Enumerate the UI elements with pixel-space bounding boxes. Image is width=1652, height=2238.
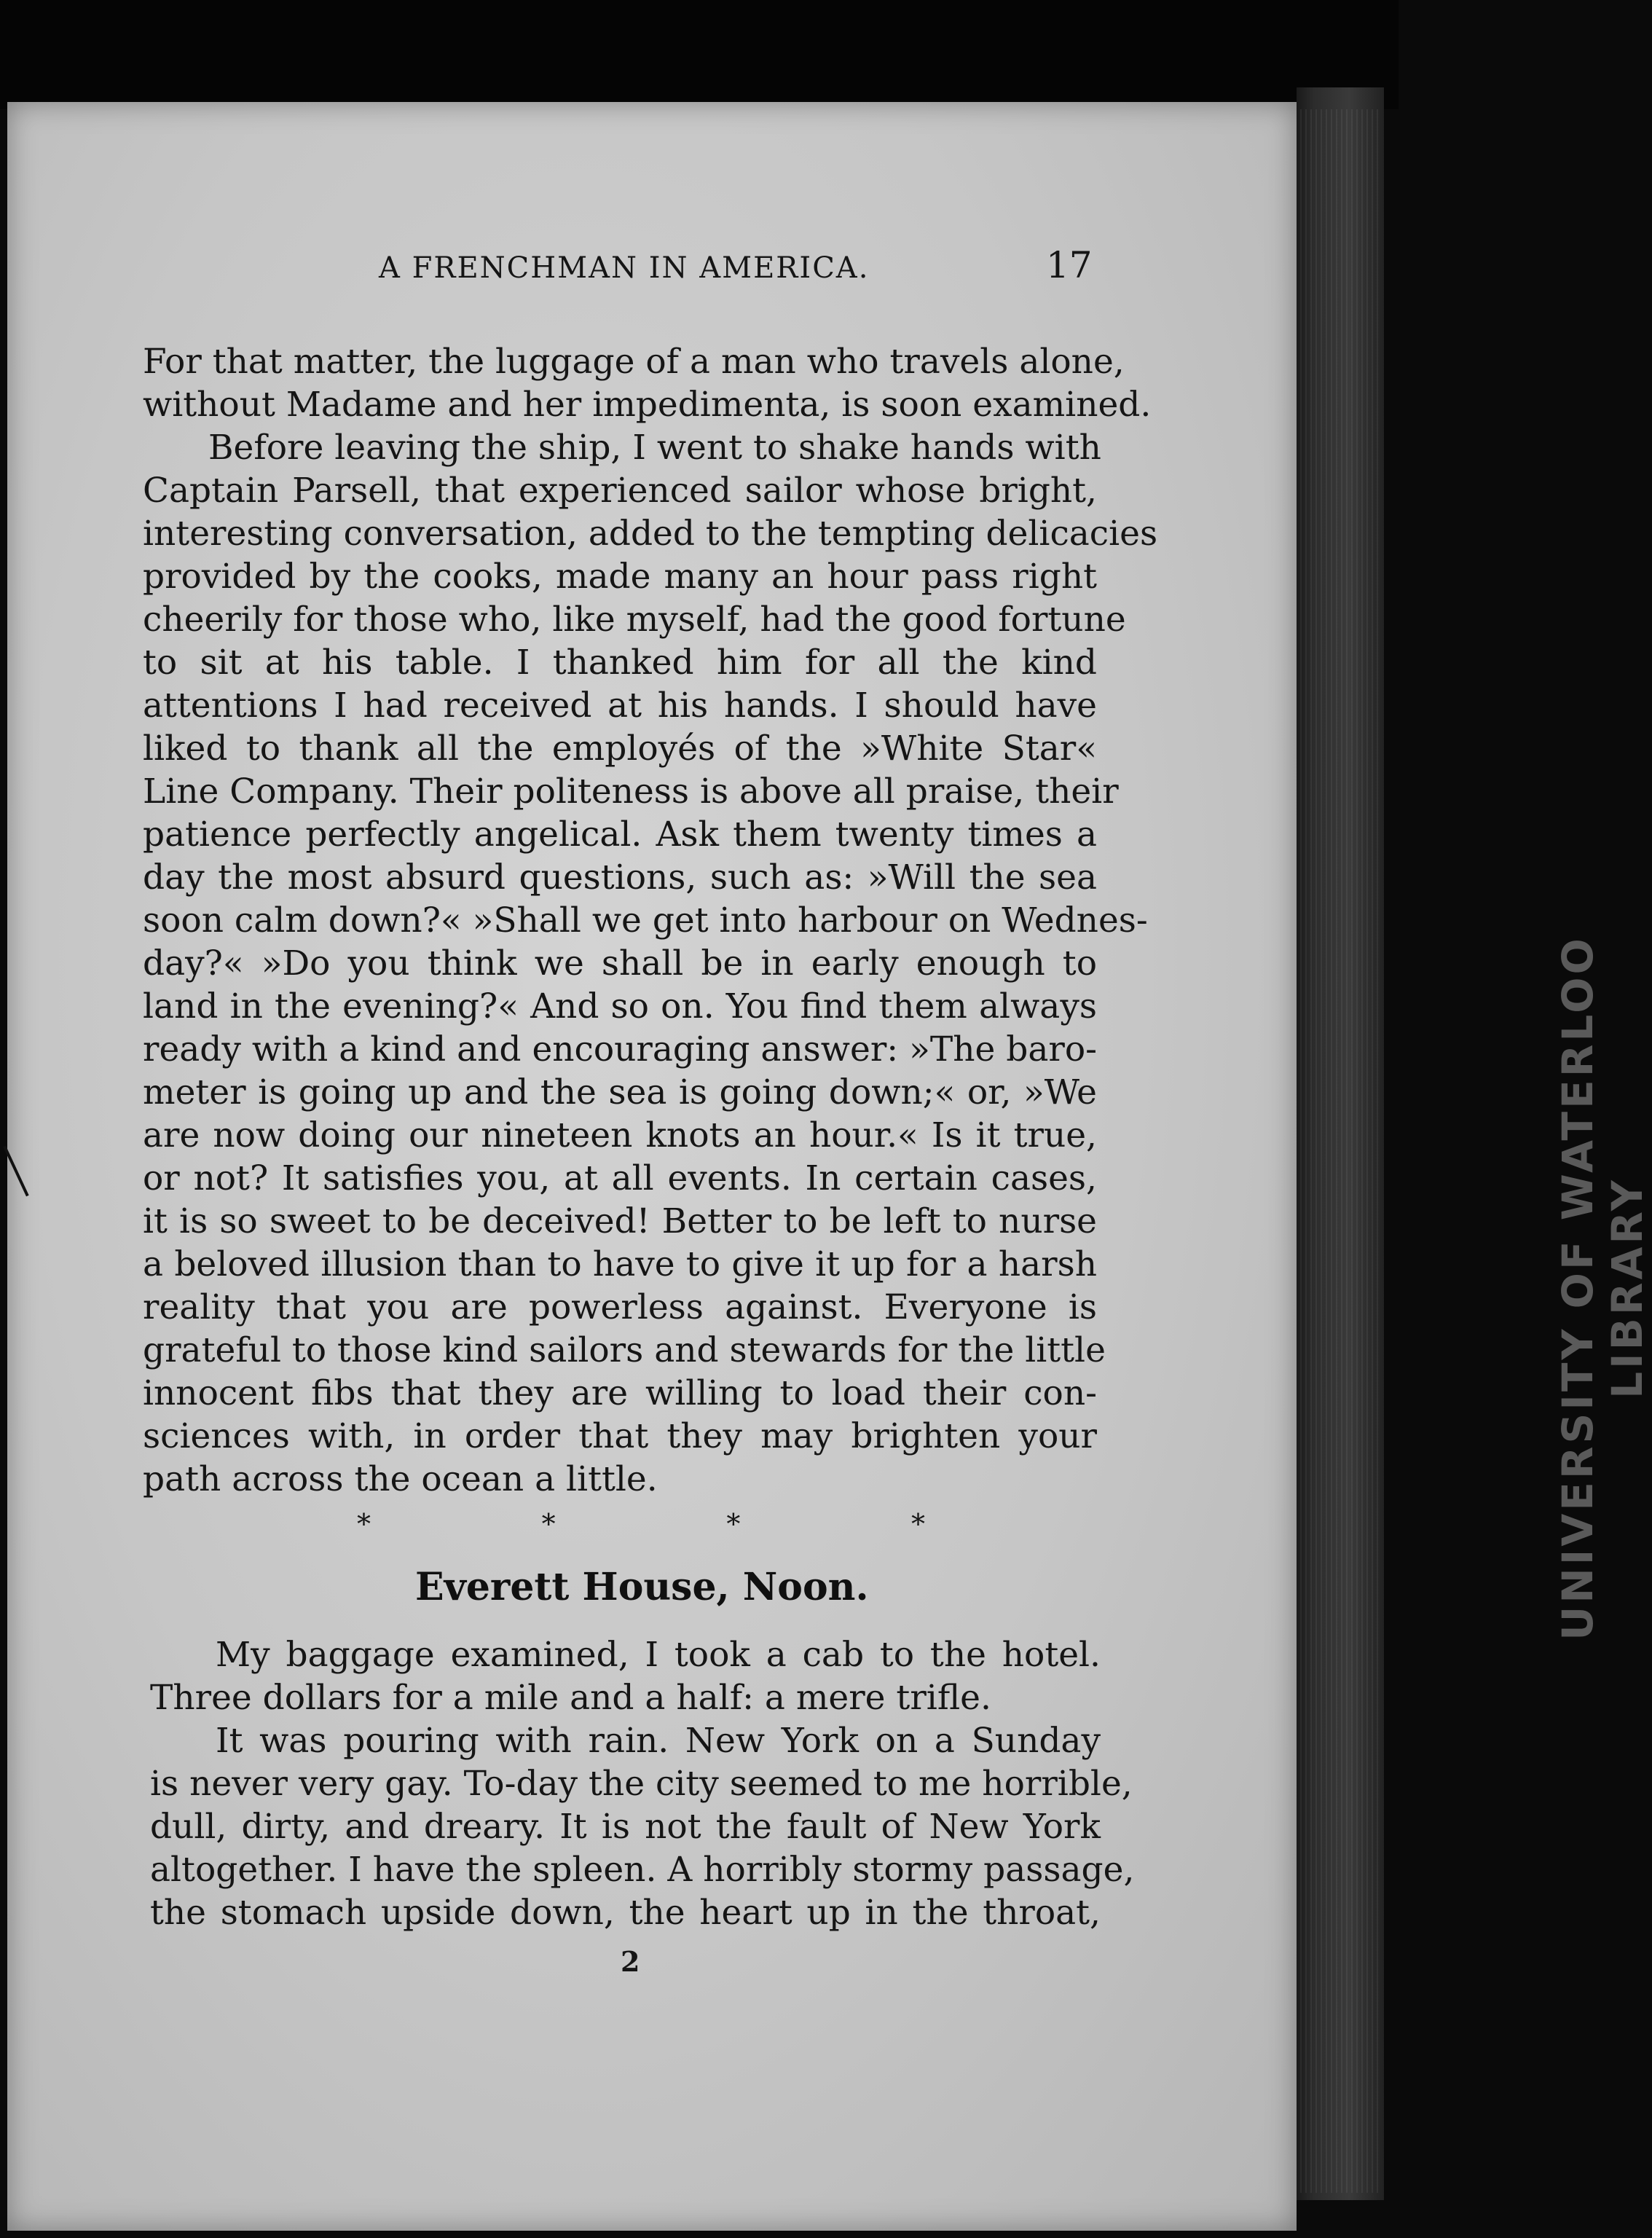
text-line: attentions I had received at his hands. I should have	[143, 686, 1097, 726]
library-stamp	[1553, 851, 1652, 1725]
text-line: innocent fibs that they are willing to load their con-	[143, 1373, 1097, 1413]
scan-top-border	[0, 0, 1399, 109]
text-line: liked to thank all the employés of the »White Star«	[143, 729, 1097, 769]
text-line: ready with a kind and encouraging answer: »The baro-	[143, 1029, 1097, 1069]
text-line: It was pouring with rain. New York on a Sunday	[216, 1721, 1101, 1761]
text-line: or not? It satisfies you, at all events. In certain cases,	[143, 1158, 1097, 1198]
text-line: dull, dirty, and dreary. It is not the fault of New York	[150, 1807, 1101, 1847]
text-line: are now doing our nineteen knots an hour.« Is it true,	[143, 1115, 1097, 1155]
running-header: A FRENCHMAN IN AMERICA.	[379, 251, 870, 285]
section-text	[150, 1633, 1135, 1934]
text-line: the stomach upside down, the heart up in the throat,	[150, 1893, 1101, 1933]
text-line: to sit at his table. I thanked him for all the kind	[143, 643, 1097, 683]
text-line: without Madame and her impedimenta, is soon examined.	[143, 385, 1152, 425]
asterisk: *	[910, 1508, 925, 1540]
text-line: Captain Parsell, that experienced sailor whose bright,	[143, 471, 1097, 511]
text-line: Line Company. Their politeness is above all praise, their	[143, 771, 1119, 812]
text-line: land in the evening?« And so on. You find them always	[143, 986, 1097, 1026]
section-heading: Everett House, Noon.	[415, 1565, 869, 1609]
text-line: My baggage examined, I took a cab to the hotel.	[216, 1635, 1101, 1675]
text-line: day?« »Do you think we shall be in early enough to	[143, 943, 1097, 983]
text-line: patience perfectly angelical. Ask them twenty times a	[143, 814, 1097, 855]
page-number: 17	[1046, 244, 1093, 286]
asterisk: *	[726, 1508, 741, 1540]
library-stamp-line2: LIBRARY	[1602, 1177, 1652, 1399]
text-line: altogether. I have the spleen. A horribly stormy passage,	[150, 1850, 1135, 1890]
text-line: meter is going up and the sea is going down;« or, »We	[143, 1072, 1097, 1112]
text-line: interesting conversation, added to the tempting delicacies	[143, 514, 1158, 554]
section-break	[357, 1508, 925, 1540]
text-line: For that matter, the luggage of a man who travels alone,	[143, 342, 1125, 382]
library-stamp-line1: UNIVERSITY OF WATERLOO	[1553, 935, 1602, 1641]
text-line: reality that you are powerless against. Everyone is	[143, 1287, 1097, 1327]
text-line: day the most absurd questions, such as: »Will the sea	[143, 857, 1097, 898]
signature-mark: 2	[621, 1945, 640, 1978]
text-line: it is so sweet to be deceived! Better to be left to nurse	[143, 1201, 1097, 1241]
text-line: Before leaving the ship, I went to shake hands with	[208, 428, 1101, 468]
book-edge-pages	[1300, 109, 1380, 2193]
text-line: Three dollars for a mile and a half: a mere trifle.	[150, 1678, 991, 1718]
text-line: a beloved illusion than to have to give it up for a harsh	[143, 1244, 1097, 1284]
text-line: sciences with, in order that they may brighten your	[143, 1416, 1097, 1456]
body-text	[143, 340, 1158, 1501]
text-line: provided by the cooks, made many an hour pass right	[143, 557, 1097, 597]
asterisk: *	[357, 1508, 371, 1540]
text-line: cheerily for those who, like myself, had the good fortune	[143, 600, 1126, 640]
text-line: soon calm down?« »Shall we get into harbour on Wednes-	[143, 900, 1148, 941]
text-line: is never very gay. To-day the city seemed to me horrible,	[150, 1764, 1133, 1804]
text-line: grateful to those kind sailors and stewards for the little	[143, 1330, 1106, 1370]
asterisk: *	[541, 1508, 556, 1540]
text-line: path across the ocean a little.	[143, 1459, 658, 1499]
